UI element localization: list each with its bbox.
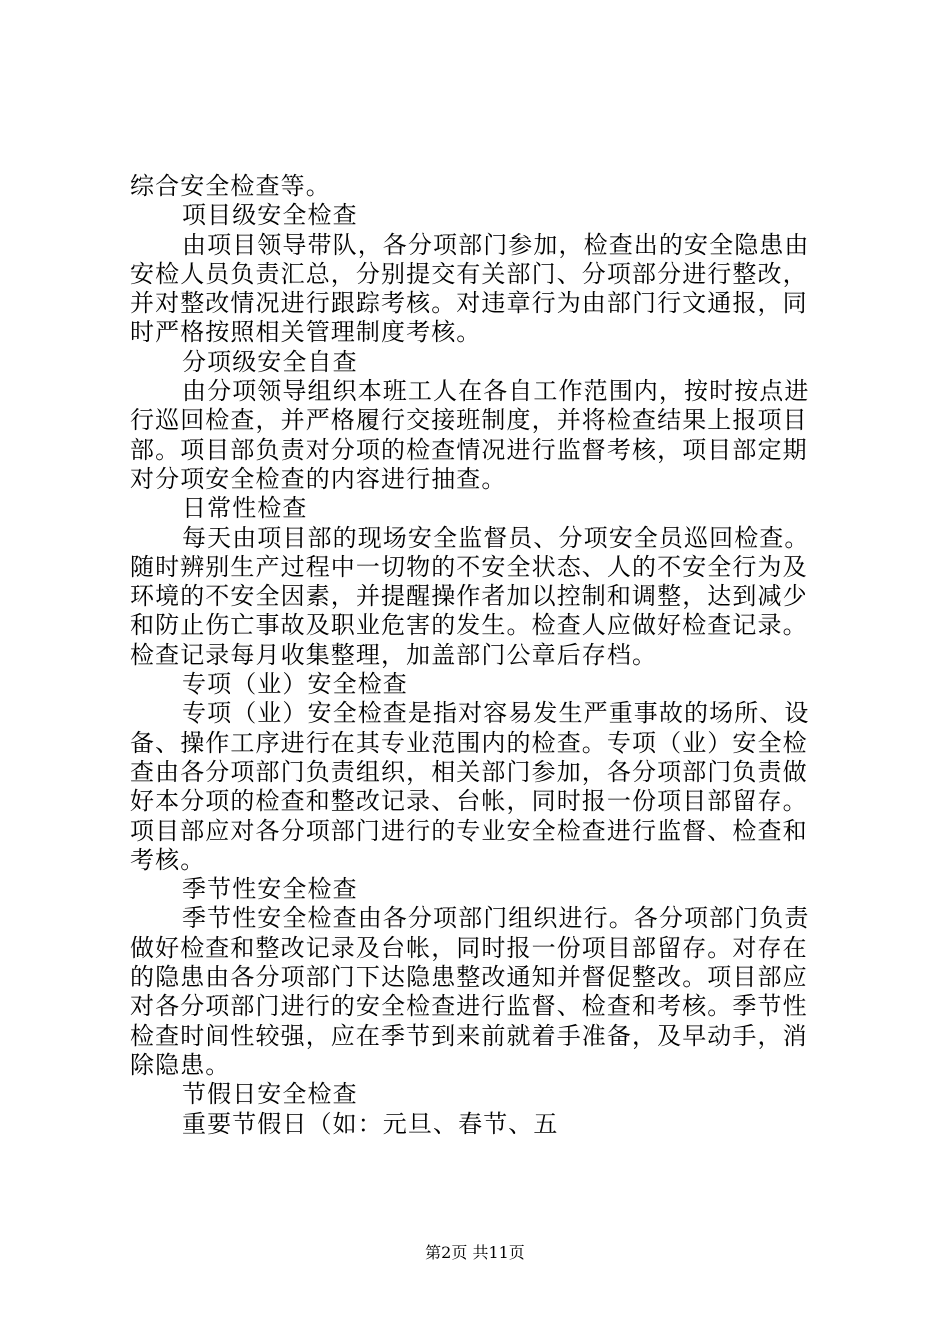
- text-line: 检查时间性较强，应在季节到来前就着手准备，及早动手，消: [130, 1021, 808, 1050]
- text-line: 对各分项部门进行的安全检查进行监督、检查和考核。季节性: [130, 992, 808, 1021]
- text-line: 节假日安全检查: [182, 1080, 358, 1109]
- text-line: 好本分项的检查和整改记录、台帐，同时报一份项目部留存。: [130, 787, 808, 816]
- text-line: 查由各分项部门负责组织，相关部门参加，各分项部门负责做: [130, 757, 808, 786]
- text-line: 环境的不安全因素，并提醒操作者加以控制和调整，达到减少: [130, 582, 808, 611]
- text-line: 随时辨别生产过程中一切物的不安全状态、人的不安全行为及: [130, 552, 808, 581]
- text-line: 综合安全检查等。: [130, 172, 331, 200]
- text-line: 项目级安全检查: [182, 201, 358, 230]
- text-line: 对分项安全检查的内容进行抽查。: [130, 464, 507, 493]
- text-line: 备、操作工序进行在其专业范围内的检查。专项（业）安全检: [130, 728, 808, 757]
- text-line: 安检人员负责汇总，分别提交有关部门、分项部分进行整改，: [130, 259, 808, 288]
- text-line: 日常性检查: [182, 494, 308, 523]
- text-line: 并对整改情况进行跟踪考核。对违章行为由部门行文通报，同: [130, 289, 808, 318]
- text-line: 分项级安全自查: [182, 347, 358, 376]
- text-line: 考核。: [130, 845, 206, 874]
- text-line: 季节性安全检查: [182, 875, 358, 904]
- text-line: 由分项领导组织本班工人在各自工作范围内，按时按点进: [182, 377, 810, 406]
- text-line: 重要节假日（如：元旦、春节、五: [182, 1109, 559, 1138]
- document-body: [130, 172, 830, 1139]
- text-line: 由项目领导带队，各分项部门参加，检查出的安全隐患由: [182, 230, 810, 259]
- text-line: 部。项目部负责对分项的检查情况进行监督考核，项目部定期: [130, 435, 808, 464]
- text-line: 每天由项目部的现场安全监督员、分项安全员巡回检查。: [182, 523, 810, 552]
- text-line: 专项（业）安全检查是指对容易发生严重事故的场所、设: [182, 699, 810, 728]
- text-line: 项目部应对各分项部门进行的专业安全检查进行监督、检查和: [130, 816, 808, 845]
- text-line: 除隐患。: [130, 1050, 231, 1079]
- text-line: 检查记录每月收集整理，加盖部门公章后存档。: [130, 640, 658, 669]
- text-line: 专项（业）安全检查: [182, 670, 408, 699]
- text-line: 时严格按照相关管理制度考核。: [130, 318, 482, 347]
- text-line: 和防止伤亡事故及职业危害的发生。检查人应做好检查记录。: [130, 611, 808, 640]
- text-line: 的隐患由各分项部门下达隐患整改通知并督促整改。项目部应: [130, 963, 808, 992]
- text-line: 做好检查和整改记录及台帐，同时报一份项目部留存。对存在: [130, 933, 808, 962]
- text-line: 季节性安全检查由各分项部门组织进行。各分项部门负责: [182, 904, 810, 933]
- page-footer: 第2页 共11页: [425, 1243, 525, 1262]
- text-line: 行巡回检查，并严格履行交接班制度，并将检查结果上报项目: [130, 406, 808, 435]
